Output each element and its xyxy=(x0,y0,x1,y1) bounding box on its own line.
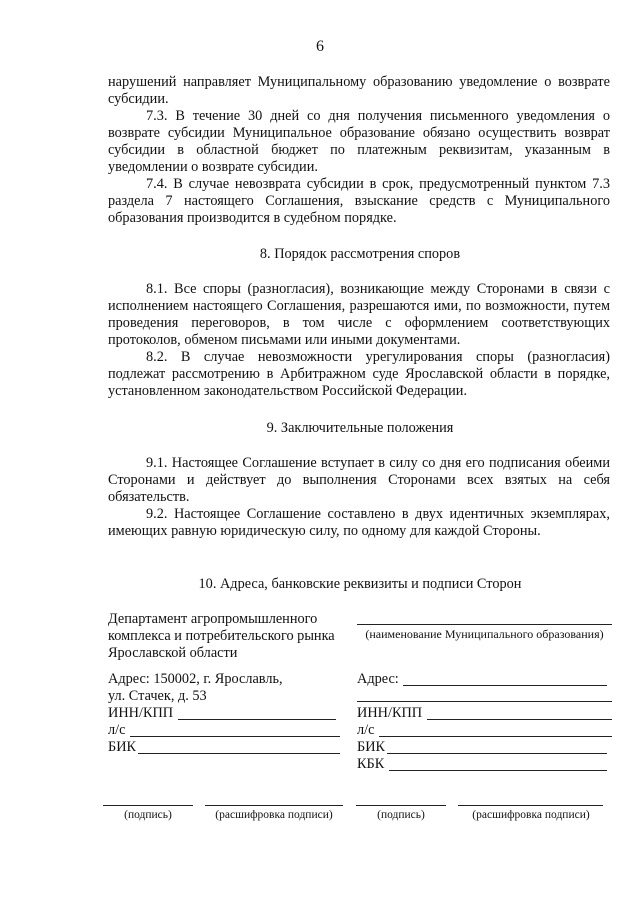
section10-heading: 10. Адреса, банковские реквизиты и подписи Сторон xyxy=(198,576,522,592)
right-ls-field xyxy=(357,722,612,739)
right-kbk-label: КБК xyxy=(357,756,385,772)
left-ls-field xyxy=(108,722,340,739)
left-bik-field xyxy=(108,739,340,756)
left-inn-line xyxy=(178,719,336,720)
right-decode-caption: (расшифровка подписи) xyxy=(472,809,590,821)
section9-heading: 9. Заключительные положения xyxy=(266,420,454,436)
right-kbk-field xyxy=(357,756,607,773)
right-bik-line xyxy=(387,753,607,754)
left-ls-line xyxy=(130,736,340,737)
right-address-field xyxy=(357,671,607,688)
right-signature-caption: (подпись) xyxy=(377,809,425,821)
right-signature-line xyxy=(356,805,446,806)
left-address-line1: Адрес: 150002, г. Ярославль, xyxy=(108,671,283,687)
left-signature-caption: (подпись) xyxy=(124,809,172,821)
municipality-name-line xyxy=(357,624,612,625)
right-address-extra-line xyxy=(357,701,612,702)
left-bik-label: БИК xyxy=(108,739,137,755)
section7-continuation: нарушений направляет Муниципальному образованию уведомление о возврате субсидии. xyxy=(108,74,610,107)
left-inn-label: ИНН/КПП xyxy=(108,705,174,721)
right-inn-line xyxy=(427,719,612,720)
left-decode-caption: (расшифровка подписи) xyxy=(215,809,333,821)
left-bik-line xyxy=(138,753,340,754)
paragraph-8-2: 8.2. В случае невозможности урегулирования споры (разногласия) подлежат рассмотрению в Арбитражном суде Ярославской области в порядке, установленном законодательством Российской Федерации. xyxy=(108,349,610,399)
right-kbk-line xyxy=(389,770,607,771)
paragraph-8-1: 8.1. Все споры (разногласия), возникающие между Сторонами в связи с исполнением настоящего Соглашения, разрешаются ими, по возможности, путем проведения переговоров, в том числе с оформлением соответствующих протоколов, обменом письмами или иными документами. xyxy=(108,281,610,348)
section8-heading: 8. Порядок рассмотрения споров xyxy=(259,246,461,262)
right-bik-label: БИК xyxy=(357,739,386,755)
right-inn-field xyxy=(357,705,612,722)
left-address-line2: ул. Стачек, д. 53 xyxy=(108,688,207,704)
page-number: 6 xyxy=(316,38,324,55)
right-address-label: Адрес: xyxy=(357,671,399,687)
paragraph-9-2: 9.2. Настоящее Соглашение составлено в двух идентичных экземплярах, имеющих равную юридическую силу, по одному для каждой Стороны. xyxy=(108,506,610,539)
right-ls-label: л/с xyxy=(357,722,375,738)
right-ls-line xyxy=(379,736,612,737)
right-decode-line xyxy=(458,805,603,806)
department-name: Департамент агропромышленного комплекса и потребительского рынка Ярославской области xyxy=(108,611,335,661)
left-ls-label: л/с xyxy=(108,722,126,738)
municipality-name-caption: (наименование Муниципального образования) xyxy=(365,627,604,641)
paragraph-7-4: 7.4. В случае невозврата субсидии в срок, предусмотренный пунктом 7.3 раздела 7 настоящего Соглашения, взыскание средств с Муниципального образования производится в судебном порядке. xyxy=(108,176,610,226)
paragraph-9-1: 9.1. Настоящее Соглашение вступает в силу со дня его подписания обеими Сторонами и действует до выполнения Сторонами всех взятых на себя обязательств. xyxy=(108,455,610,505)
right-address-line xyxy=(403,685,607,686)
right-inn-label: ИНН/КПП xyxy=(357,705,423,721)
left-decode-line xyxy=(205,805,343,806)
left-signature-line xyxy=(103,805,193,806)
left-inn-field xyxy=(108,705,336,722)
paragraph-7-3: 7.3. В течение 30 дней со дня получения письменного уведомления о возврате субсидии Муниципальное образование обязано осуществить возврат субсидии в областной бюджет по платежным реквизитам, указанным в уведомлении о возврате субсидии. xyxy=(108,108,610,175)
right-bik-field xyxy=(357,739,607,756)
